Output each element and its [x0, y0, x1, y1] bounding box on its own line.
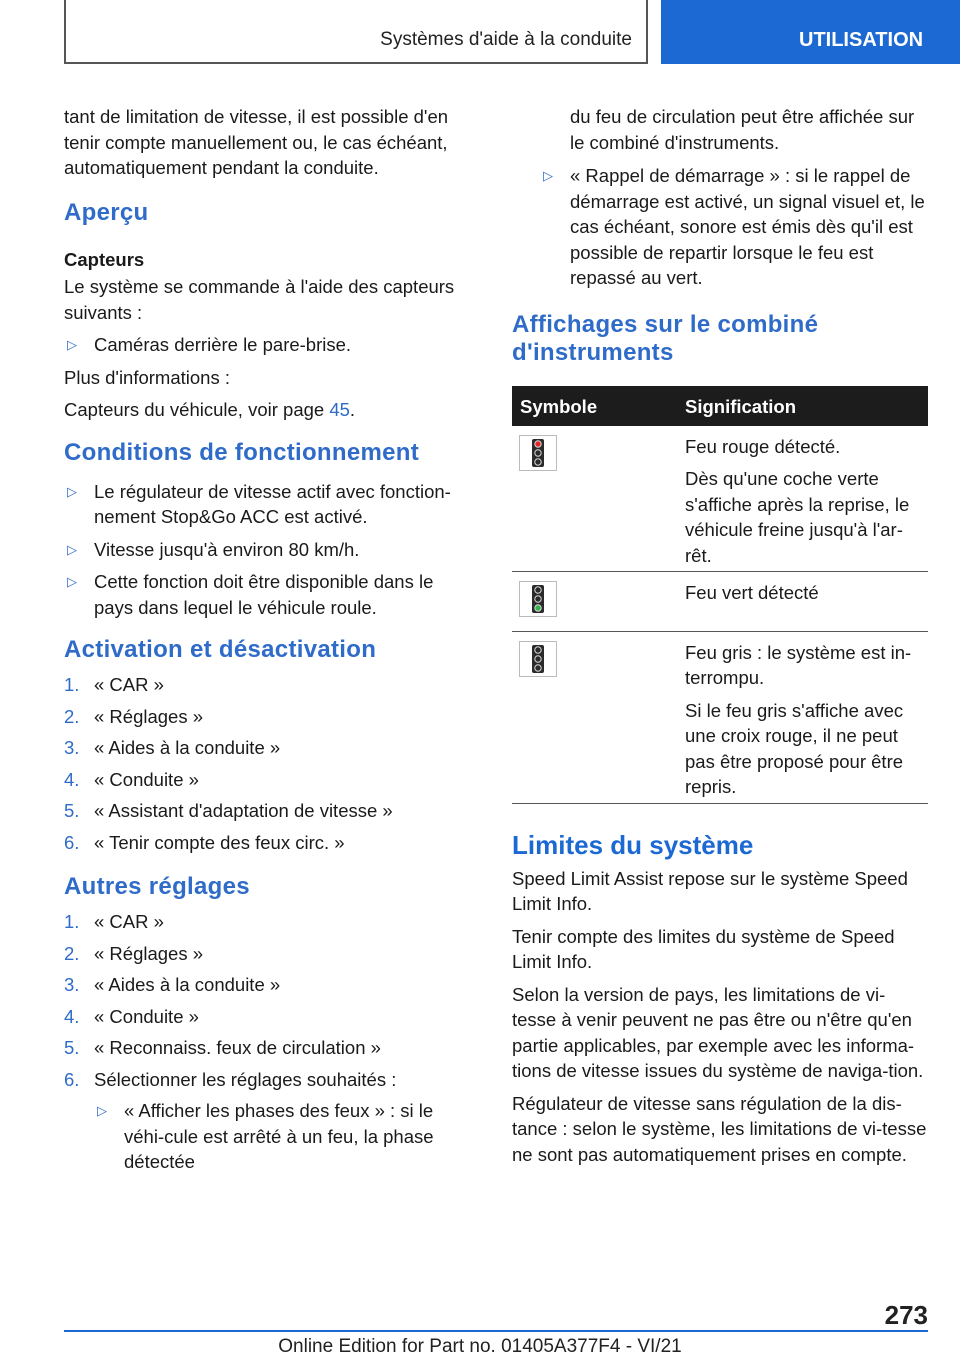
chapter-title: UTILISATION	[799, 29, 924, 51]
capteurs-text: Le système se commande à l'aide des capteurs suivants :	[64, 276, 455, 323]
autres-steps	[64, 909, 476, 1092]
heading-limites: Limites du système	[512, 829, 754, 860]
step-number: 3.	[64, 974, 80, 995]
sub-bullet-item	[94, 1098, 476, 1175]
bullet-triangle-icon: ▷	[97, 1103, 107, 1118]
bullet-item	[64, 332, 476, 358]
step-number: 6.	[64, 831, 80, 853]
capteurs-reference	[64, 397, 476, 423]
plus-info-text: Plus d'informations :	[64, 366, 230, 388]
row-text-primary: Feu vert détecté	[685, 581, 819, 603]
bullet-triangle-icon: ▷	[67, 483, 77, 499]
list-item	[64, 1067, 476, 1093]
bullet-item	[64, 479, 476, 530]
heading-conditions: Conditions de fonctionnement	[64, 438, 420, 466]
step-text: « Conduite »	[94, 1005, 199, 1027]
rappel-bullet	[540, 163, 928, 291]
step-number: 4.	[64, 1005, 80, 1027]
table-body	[512, 426, 928, 804]
step-text: « Réglages »	[94, 705, 204, 727]
bullet-triangle-icon: ▷	[67, 541, 77, 557]
bullet-text: « Afficher les phases des feux » : si le véhi-cule est arrêté à un feu, la phase détectée	[124, 1100, 434, 1172]
step-number: 1.	[64, 911, 80, 932]
page-number: 273	[884, 1300, 928, 1330]
list-item	[64, 767, 476, 793]
footer-edition: Online Edition for Part no. 01405A377F4 - VI/21	[278, 1336, 682, 1357]
table-row	[512, 572, 928, 632]
bullet-triangle-icon: ▷	[67, 337, 77, 352]
limites-paragraph: Tenir compte des limites du système de Speed Limit Info.	[512, 925, 895, 972]
heading-apercu: Aperçu	[64, 198, 149, 226]
bullet-text: Caméras derrière le pare-brise.	[94, 334, 352, 355]
step-text: « Aides à la conduite »	[94, 737, 281, 758]
bullet-text: Cette fonction doit être disponible dans le pays dans lequel le véhicule roule.	[94, 571, 434, 618]
bullet-text: Le régulateur de vitesse actif avec fonction-nement Stop&Go ACC est activé.	[94, 480, 451, 527]
list-item	[64, 972, 476, 998]
list-item	[64, 909, 476, 935]
limites-paragraph: Régulateur de vitesse sans régulation de la dis-tance : selon le système, les limitations de vi-tesse ne sont pas automatiquement prises en compte.	[512, 1092, 927, 1165]
row-text	[685, 632, 928, 800]
traffic-light-red-icon	[519, 435, 557, 471]
step-text: Sélectionner les réglages souhaités :	[94, 1068, 397, 1090]
heading-capteurs: Capteurs	[64, 248, 145, 270]
bullet-triangle-icon: ▷	[543, 168, 553, 183]
section-title: Systèmes d'aide à la conduite	[380, 29, 632, 50]
list-item	[64, 830, 476, 856]
step-number: 5.	[64, 1037, 80, 1058]
list-item	[64, 704, 476, 730]
heading-activation: Activation et désactivation	[64, 636, 377, 663]
row-text-secondary: Dès qu'une coche verte s'affiche après la reprise, le véhicule freine jusqu'à l'ar-rêt.	[685, 468, 910, 566]
step-number: 3.	[64, 737, 80, 758]
table-row	[512, 632, 928, 804]
limites-paragraph: Selon la version de pays, les limitations de vi-tesse à venir peuvent ne pas être ou n'être qu'en partie applicables, par exemple avec les informa-tions de vitesse issues du système de naviga-tion.	[512, 983, 924, 1081]
table-header-symbole: Symbole	[520, 395, 598, 417]
footer-divider	[64, 1330, 928, 1332]
bullet-text: Vitesse jusqu'à environ 80 km/h.	[94, 538, 360, 560]
list-item	[64, 1004, 476, 1030]
list-item	[64, 941, 476, 967]
step-text: « Reconnaiss. feux de circulation »	[94, 1037, 381, 1058]
step-number: 2.	[64, 942, 80, 964]
step-text: « Tenir compte des feux circ. »	[94, 831, 345, 853]
symbol-table	[512, 386, 928, 804]
row-text-primary: Feu gris : le système est in-terrompu.	[685, 641, 912, 688]
step-text: « Réglages »	[94, 942, 204, 964]
row-text	[685, 426, 928, 569]
list-item	[64, 1035, 476, 1061]
list-item	[64, 672, 476, 698]
step-text: « Conduite »	[94, 768, 199, 790]
table-header	[512, 386, 928, 426]
step-number: 2.	[64, 705, 80, 727]
step-text: « CAR »	[94, 911, 164, 932]
step-number: 5.	[64, 800, 80, 821]
table-row	[512, 426, 928, 572]
row-text-primary: Feu rouge détecté.	[685, 435, 841, 457]
traffic-light-green-icon	[519, 581, 557, 617]
conditions-list	[64, 479, 476, 621]
reference-text: Capteurs du véhicule, voir page	[64, 399, 330, 420]
bullet-triangle-icon: ▷	[67, 574, 77, 589]
row-text	[685, 572, 928, 606]
step-text: « Assistant d'adaptation de vitesse »	[94, 800, 393, 821]
left-column	[64, 104, 476, 1182]
header-chapter-box	[661, 0, 960, 64]
step-text: « CAR »	[94, 674, 164, 695]
activation-steps	[64, 672, 476, 855]
bullet-item	[64, 569, 476, 620]
right-column	[512, 104, 928, 1174]
continued-text: du feu de circulation peut être affichée sur le combiné d'instruments.	[570, 106, 915, 153]
limites-paragraphs	[512, 866, 928, 1168]
bullet-text: « Rappel de démarrage » : si le rappel de démarrage est activé, un signal visuel et, le cas échéant, sonore est émis dès qu'il est possible de repartir lorsque le feu est repassé au vert.	[570, 165, 925, 288]
table-header-signification: Signification	[685, 395, 796, 417]
row-text-secondary: Si le feu gris s'affiche avec une croix rouge, il ne peut pas être proposé pour être repris.	[685, 699, 904, 797]
step-text: « Aides à la conduite »	[94, 974, 281, 995]
page-link[interactable]: 45	[329, 399, 350, 420]
reference-end: .	[349, 399, 356, 420]
list-item	[64, 798, 476, 824]
list-item	[64, 735, 476, 761]
heading-autres: Autres réglages	[64, 873, 250, 900]
bullet-item	[64, 537, 476, 563]
intro-paragraph: tant de limitation de vitesse, il est possible d'en tenir compte manuellement ou, le cas échéant, automatiquement pendant la conduite.	[64, 106, 449, 178]
traffic-light-grey-icon	[519, 641, 557, 677]
step-number: 4.	[64, 768, 80, 790]
limites-paragraph: Speed Limit Assist repose sur le système Speed Limit Info.	[512, 867, 908, 914]
header-section-box	[64, 0, 648, 64]
step-number: 6.	[64, 1068, 80, 1090]
step-number: 1.	[64, 674, 80, 695]
heading-affichages: Affichages sur le combiné d'instruments	[512, 310, 819, 366]
